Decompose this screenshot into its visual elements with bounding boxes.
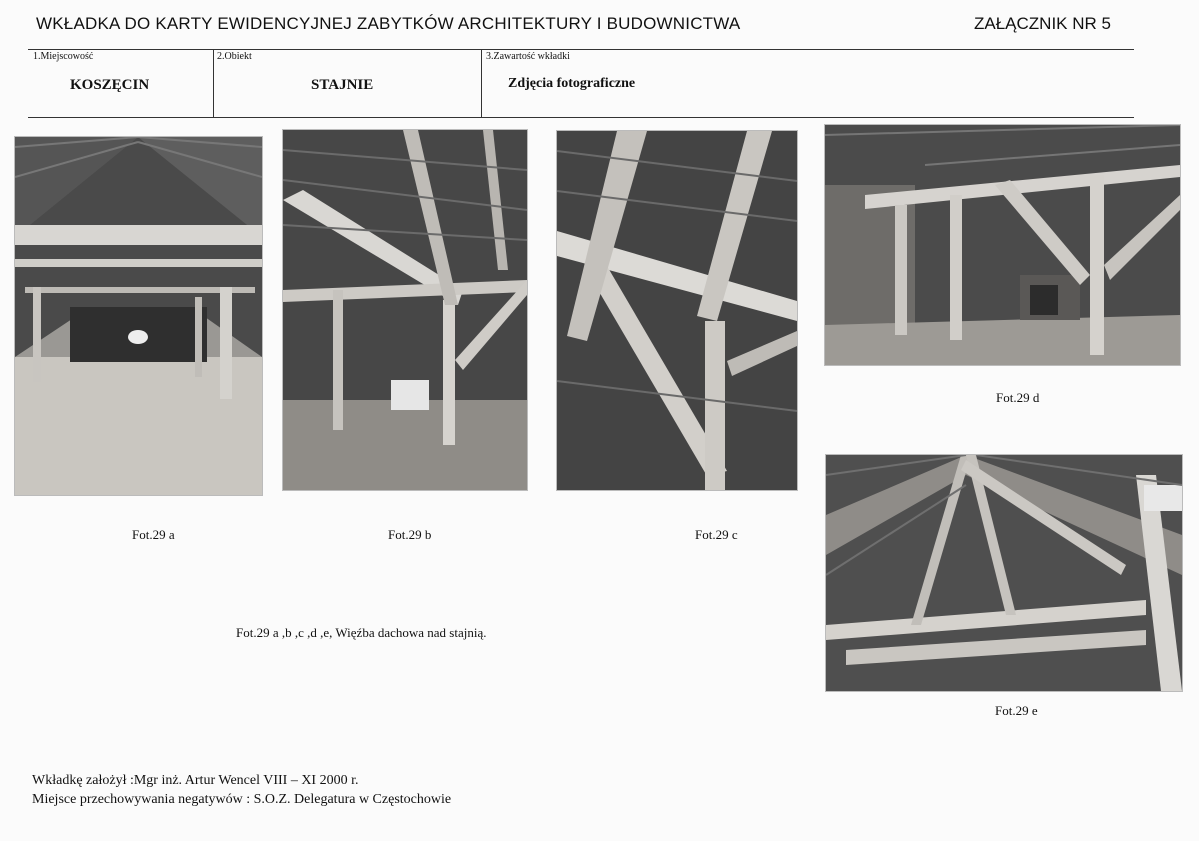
caption-29d: Fot.29 d bbox=[996, 390, 1040, 405]
document-title: WKŁADKA DO KARTY EWIDENCYJNEJ ZABYTKÓW ARCHITEKTURY I BUDOWNICTWA bbox=[36, 14, 741, 33]
header-rule-top bbox=[28, 49, 1134, 50]
contents-value: Zdjęcia fotograficzne bbox=[508, 76, 636, 91]
footer-author bbox=[32, 773, 359, 789]
caption-29b: Fot.29 b bbox=[388, 527, 432, 542]
object-value: STAJNIE bbox=[311, 77, 374, 93]
caption-29a: Fot.29 a bbox=[132, 527, 175, 542]
photo-29c bbox=[557, 131, 797, 490]
photo-29e bbox=[826, 455, 1182, 691]
annex-number: ZAŁĄCZNIK NR 5 bbox=[974, 14, 1111, 33]
storage-value: S.O.Z. Delegatura w Częstochowie bbox=[253, 792, 452, 807]
author-label: Wkładkę założył : bbox=[32, 773, 134, 788]
storage-label: Miejsce przechowywania negatywów : bbox=[32, 792, 254, 807]
locality-label: 1.Miejscowość bbox=[33, 51, 94, 62]
caption-29e: Fot.29 e bbox=[995, 703, 1038, 718]
locality-value: KOSZĘCIN bbox=[70, 77, 150, 93]
field-divider-2 bbox=[481, 49, 482, 117]
header-rule-bottom bbox=[28, 117, 1134, 118]
field-divider-1 bbox=[213, 49, 214, 117]
photo-29b bbox=[283, 130, 527, 490]
object-label: 2.Obiekt bbox=[217, 51, 252, 62]
photo-29a bbox=[15, 137, 262, 495]
footer-storage bbox=[32, 792, 451, 808]
photo-29d bbox=[825, 125, 1180, 365]
caption-29c: Fot.29 c bbox=[695, 527, 738, 542]
contents-label: 3.Zawartość wkładki bbox=[486, 51, 570, 62]
author-value: Mgr inż. Artur Wencel VIII – XI 2000 r. bbox=[133, 773, 359, 788]
photo-summary: Fot.29 a ,b ,c ,d ,e, Więźba dachowa nad stajnią. bbox=[236, 625, 487, 640]
